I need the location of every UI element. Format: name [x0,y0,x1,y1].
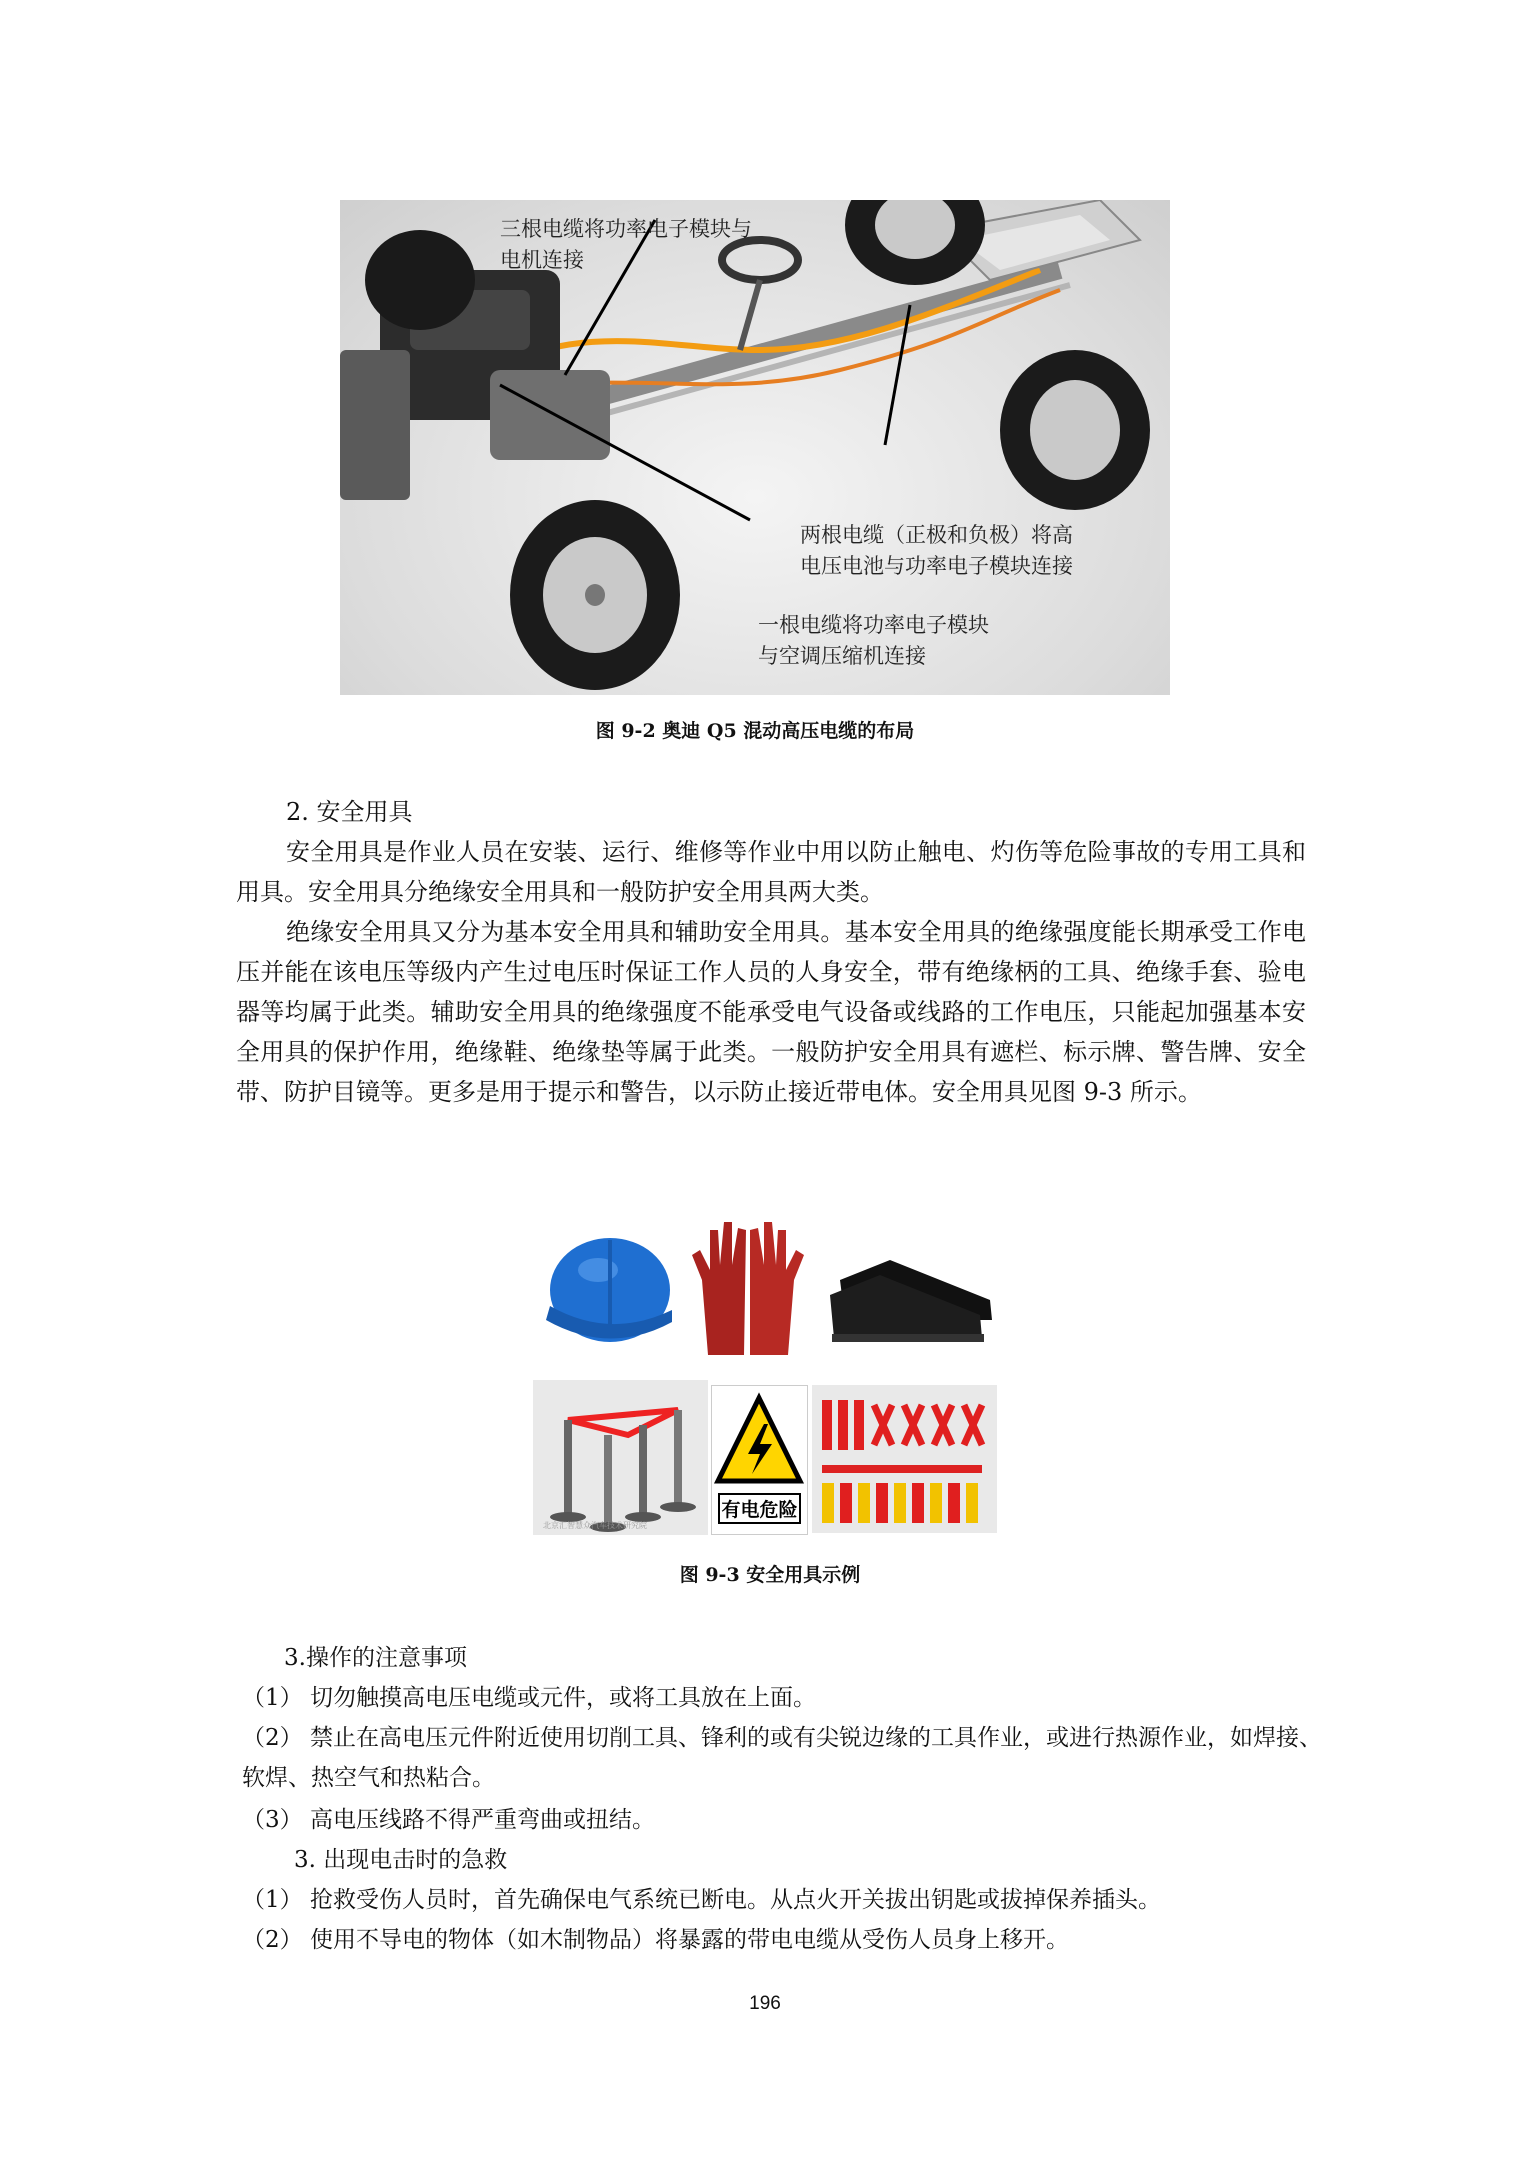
helmet-image [538,1210,676,1360]
lightning-icon [712,1386,807,1496]
figure-caption-9-2: 图 9-2 奥迪 Q5 混动高压电缆的布局 [595,720,915,742]
insulated-tools-image [812,1385,997,1533]
chassis-figure [340,200,1170,695]
ops-item-1: （1） 切勿触摸高电压电缆或元件，或将工具放在上面。 [242,1685,816,1711]
callout-right: 两根电缆（正极和负极）将高 电压电池与功率电子模块连接 [800,523,1073,578]
paragraph-safety-2: 绝缘安全用具又分为基本安全用具和辅助安全用具。基本安全用具的绝缘强度能长期承受工作电压并能在该电压等级内产生过电压时保证工作人员的人身安全，带有绝缘柄的工具、绝缘手套、验电器等均属于此类。辅助安全用具的绝缘强度不能承受电气设备或线路的工作电压，只能起加强基本安全用具的保护作用，绝缘鞋、绝缘垫等属于此类。一般防护安全用具有遮栏、标示牌、警告牌、安全带、防护目镜等。更多是用于提示和警告，以示防止接近带电体。安全用具见图 9-3 所示。 [236,918,1306,1106]
insulating-shoes-image [820,1210,1000,1360]
ops-item-2: （2） 禁止在高电压元件附近使用切削工具、锋利的或有尖锐边缘的工具作业，或进行热源作业，如焊接、软焊、热空气和热粘合。 [242,1725,1322,1791]
ops-item-3: （3） 高电压线路不得严重弯曲或扭结。 [242,1807,655,1833]
barrier-posts-image [533,1380,708,1535]
page-number: 196 [749,1993,781,2014]
aid-item-1: （1） 抢救受伤人员时，首先确保电气系统已断电。从点火开关拔出钥匙或拔掉保养插头。 [242,1887,1161,1913]
paragraph-safety-1: 安全用具是作业人员在安装、运行、维修等作业中用以防止触电、灼伤等危险事故的专用工具和用具。安全用具分绝缘安全用具和一般防护安全用具两大类。 [236,838,1306,906]
section-heading-safety: 2. 安全用具 [286,798,413,826]
insulating-gloves-image [680,1210,815,1360]
callout-top: 三根电缆将功率电子模块与 电机连接 [500,217,752,272]
section-heading-aid: 3. 出现电击时的急救 [294,1847,508,1873]
callout-bottom: 一根电缆将功率电子模块 与空调压缩机连接 [758,613,989,668]
section-heading-ops: 3.操作的注意事项 [284,1645,467,1671]
watermark: 北京汇智慧众汽车技术研究院 [543,1521,647,1530]
figure-caption-9-3: 图 9-3 安全用具示例 [679,1564,861,1586]
chassis-illustration [340,200,1170,695]
warning-sign-image [711,1385,808,1535]
aid-item-2: （2） 使用不导电的物体（如木制物品）将暴露的带电电缆从受伤人员身上移开。 [242,1927,1069,1953]
warning-sign-text: 有电危险 [718,1493,801,1524]
